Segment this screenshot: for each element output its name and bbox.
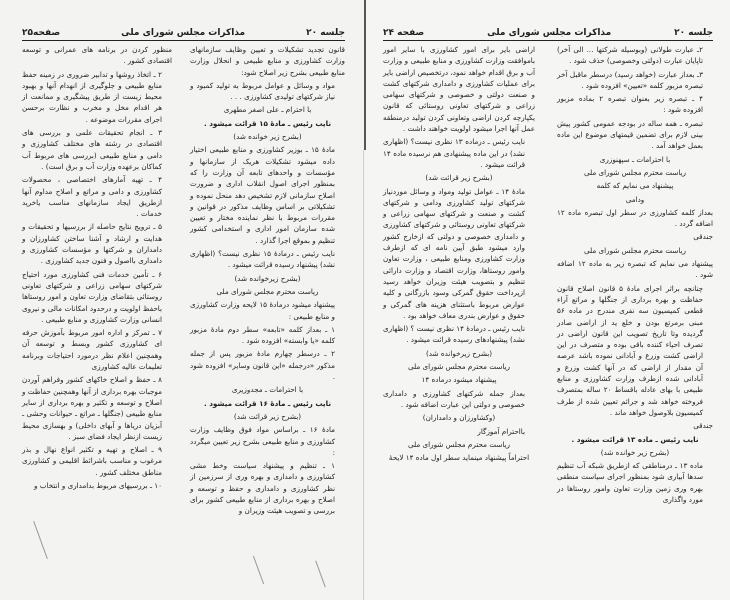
paragraph: ۲ ـ اتخاذ روشها و تدابیر ضروری در زمینه حفظ منابع طبیعی و جلوگیری از انهدام آنها و بهبود محیط زیست از طریق پیشگیری و ممانعت از هر اقدام مخل و مخرب و نظارت برحسن اجرای مقررات موضوعه . xyxy=(22,69,162,124)
paragraph: مادهٔ ۱۶ ـ براساس مواد فوق وظایف وزارت کشاورزی و منابع طبیعی بشرح زیر تعیین میگردد : xyxy=(190,425,336,457)
paragraph: ۲ـ عبارت طولانی (وبوسیله شرکتها ... الی آخر) تاپایان عبارت (دولتی وخصوصی) حذف شود . xyxy=(557,45,703,66)
paragraph: ریاست محترم مجلس شورای ملی xyxy=(407,439,511,449)
paragraph: ریاست محترم مجلس شورای ملی xyxy=(407,362,511,372)
right-page-header xyxy=(383,20,713,41)
paragraph: جندقی xyxy=(693,232,713,242)
paragraph: قانون تجدید تشکیلات و تعیین وظایف سازمانهای وزارت کشاورزی و منابع طبیعی و انحلال وزارت منابع طبیعی بشرح زیر اصلاح شود: xyxy=(190,45,345,77)
paragraph: ۳ ـ انجام تحقیقات علمی و بررسی های اقتصادی در رشته های مختلف کشاورزی و دامی و منابع طبیعی (بررسی های مربوط آب کماکان برعهده وزارت آب و برق است) . xyxy=(22,128,162,171)
paragraph: تبصره ـ همه ساله در بودجه عمومی کشور پیش بینی لازم برای تضمین قیمتهای موضوع این ماده بعمل خواهد آمد . xyxy=(557,118,703,151)
paragraph: نایب رئیس ـ مادهٔ ۱۶ قرائت میشود . xyxy=(203,398,332,408)
paragraph: پیشنهاد میشود درماده ۱۴ xyxy=(421,375,497,385)
paragraph: ریاست محترم مجلس شورای ملی xyxy=(583,167,687,177)
paragraph: مادهٔ ۱۴ ـ عوامل تولید ومواد و وسائل موردنیاز شرکتهای تولید کشاورزی ودامی و شرکتهای کشت و صنعت و شرکتهای سهامی زراعی و شرکتهای تعاونی روستائی و شرکتهای کشاورزی و دامداری خصوصی و دولتی که ازخارج کشور وارد میشود طبق آیین نامه ای که ازطرف وزارت کشاورزی ومنابع طبیعی ، وزارت تعاون وامور روستاها، وزارت اقتصاد و وزارت دارائی تنظیم و بتصویب هیئت وزیران خواهد رسید ازپرداخت حقوق گمرکی وسود بازرگانی و کلیه عوارض مربوط باستثنای هزینه های گمرکی و حقوق و عوارض بندری معاف خواهد بود . xyxy=(383,186,525,320)
paragraph: نایب رئیس ـ درماده ۱۳ نظری نیست؟ (اظهاری نشد) در این ماده پیشنهادی هم نرسیده ماده ۱۴ قرائت میشود . xyxy=(383,137,525,169)
paragraph: (بشرح زیر قرائت شد) xyxy=(233,411,302,421)
page-gutter xyxy=(363,150,364,600)
paragraph: نایب رئیس ـ درمادهٔ ۱۴ نظری نیست ؟ (اظهاری نشد) پیشنهادهای رسیده قرائت میشود . xyxy=(383,324,525,345)
paragraph: بعداز کلمه کشاورزی در سطر اول تبصره ماده ۱۲ اضافه گردد . xyxy=(557,207,713,229)
paragraph: ۱ ـ تنظیم و پیشنهاد سیاست وخط مشی کشاورزی و دامداری و بهره وری از سرزمین از نظر کشاورزی و دامداری و حفظ و توسعه و اصلاح و بهره برداری از منابع طبیعی کشور برای بررسی و تصویب هیئت وزیران و xyxy=(190,461,335,516)
paragraph: ریاست محترم مجلس شورای ملی xyxy=(583,245,687,255)
paragraph: احتراماً پیشنهاد مینماید سطر اول ماده ۱۴ لایحهٔ xyxy=(388,453,530,463)
paragraph: (وکشاورزان و دامداران) xyxy=(422,413,496,423)
paragraph: ۱ ـ بعداز کلمه «تابعه» سطر دوم مادهٔ مزبور کلمه «یا وابسته» افزوده شود . xyxy=(190,324,335,346)
paragraph: ۸ ـ حفظ و اصلاح خاکهای کشور وفراهم آوردن موجبات بهره برداری از آنها وهمچنین حفاظت و اصلاح و توسعه و تکثیر و بهره برداری از سایر منابع طبیعی (جنگلها ـ مراتع ـ حیوانات وحشی ـ آبزیان دریاها و آبهای داخلی) و بهسازی محیط زیست ازنظر ایجاد فضای سبز . xyxy=(22,375,162,441)
paragraph: مواد و وسائل و عوامل مربوط به تولید کمبود و نیاز شرکتهای تولیدی کشاورزی . . . xyxy=(190,80,335,102)
paragraph: پیشنهاد میشود درمادهٔ ۱۵ لایحه وزارت کشاورزی و منابع طبیعی : xyxy=(190,300,335,321)
paragraph: ۷ ـ تمرکز و اداره امور مربوط بآموزش حرفه ای کشاورزی کشور وبسط و توسعه آن وهمچنین اعلام نظر درمورد احتیاجات وبرنامه تعلیمات عالیه کشاورزی xyxy=(22,328,162,372)
paragraph: مادهٔ ۱۵ ـ بوزیر کشاورزی و منابع طبیعی اختیار داده میشود تشکیلات هریک از سازمانها و مؤسسات و واحدهای تابعه آن وزارت را که بمنظور اجرای اصول انقلاب اداری و ضرورت اصلاح سازمانی لازم تشخیص دهد منحل نموده و تشکیلاتی بر اساس وظایف مذکور در قوانین و مقررات مربوط با نظر نماینده مختار و تعیین شده سازمان امور اداری و استخدامی کشور تنظیم و بموقع اجرا گذارد . xyxy=(190,145,335,245)
left-page-right-column xyxy=(190,44,345,519)
paragraph: ماده ۱۳ ـ درمناطقی که ازطریق شبکه آب تنظیم سدها آبیاری شود بمنظور اجرای سیاست منطقی بهره وری زمین وزارت تعاون وامور روستاها در مورد واگذاری xyxy=(557,461,703,504)
paragraph: با احترام ـ علی اصغر مطهری xyxy=(223,105,312,115)
paragraph: ۲ ـ درسطر چهارم مادهٔ مزبور پس از جمله مذکور «درجمله «این قانون وسایر» افزوده شود . xyxy=(190,349,335,382)
paragraph: ۱۰ ـ بررسیهای مربوط بدامداری و انتخاب و xyxy=(34,480,162,490)
paragraph: چنانچه براثر اجرای مادهٔ ۵ قانون اصلاح قانون حفاظت و بهره برداری از جنگلها و مراتع آراء قطعی کمیسیون سه نفری مندرج در ماده ۵۶ مبنی برمرتع بودن و خلع ید از اراضی صادر گردیده وتا تاریخ تصویب این قانون اراضی در تصرف احیاء کننده باقی بوده و متصرف در این اراضی کشت وزرع و آبادانی نموده باشد عرصه آن مقدار از اراضی که در آنها کشت وزرع و آبادانی شده ازطرف وزارت کشاورزی و منابع طبیعی با بهای عادله باقساط ۲۰ ساله بمتصرف فروخته خواهد شد و جرائم تعیین شده از طرف کمیسیون بلاوصول خواهد ماند . xyxy=(557,283,703,417)
paragraph: جندقی xyxy=(693,421,713,431)
paragraph: با احترامات ـ سپهنوزری xyxy=(599,154,671,164)
paragraph: پیشنهاد می نمایم که کلمه xyxy=(596,181,674,191)
right-page-right-column xyxy=(557,44,713,507)
left-page-left-column xyxy=(22,44,172,493)
paragraph: (بشرح زیرخوانده شد) xyxy=(234,273,301,283)
paragraph: ۴ ـ تهیه آمارهای اختصاصی ، محصولات کشاورزی و دامی و مراتع و اصلاح مداوم آنها ازطریق ایجاد سازمانهای مناسب یاخرید خدمات . xyxy=(22,175,162,219)
paragraph: (بشرح زیر خوانده شد) xyxy=(233,132,302,142)
paragraph: ۵ ـ ترویج نتایج حاصله از بررسیها و تحقیقات و هدایت و ارشاد و آشنا ساختن کشاورزان و دامداران و شرکتها و مؤسسات کشاورزی و دامداری بااصول و فنون جدید کشاورزی . xyxy=(22,222,162,266)
paragraph: منظور کردن در برنامه های عمرانی و توسعه اقتصادی کشور . xyxy=(22,45,172,66)
session-label: جلسه ۲۰ xyxy=(306,28,345,38)
paragraph: نایب رئیس ـ ماده ۱۳ قرائت میشود . xyxy=(571,434,699,444)
paragraph: ودامی xyxy=(625,194,645,204)
right-page xyxy=(365,0,730,600)
paragraph: ۶ ـ تأمین خدمات فنی کشاورزی مورد احتیاج شرکتهای سهامی زراعی و شرکتهای تعاونی روستائی بتقاضای وزارت تعاون و امور روستاها باحفظ اولویت و درحدود امکانات مالی و نیروی انسانی وزارت کشاورزی و منابع طبیعی . xyxy=(22,269,162,324)
paragraph: ۳ـ بعداز عبارت (خواهد رسید) درسطر ماقبل آخر تبصره مزبور کلمه «تعیین» افزوده شود . xyxy=(557,69,703,90)
page-number: صفحه ۲۴ xyxy=(383,28,425,38)
paragraph: (بشرح زیر خوانده شد) xyxy=(600,447,670,457)
right-page-left-column xyxy=(383,44,535,465)
paragraph: با احترامات ـ مجدوزیری xyxy=(231,385,304,395)
paragraph: نایب رئیس ـ درمادهٔ ۱۵ نظری نیست؟ (اظهاری نشد) پیشنهاد رسیده قرائت میشود . xyxy=(190,249,335,270)
page-title: مذاکرات مجلس شورای ملی xyxy=(121,28,246,38)
paragraph: بعداز جمله شرکتهای کشاورزی و دامداری خصوصی و دولتی این عبارت اضافه شود . xyxy=(383,388,525,409)
session-label: جلسه ۲۰ xyxy=(674,28,713,38)
paragraph: پیشنهاد می نمایم که تبصره زیر به ماده ۱۲ اضافه شود . xyxy=(557,259,713,280)
paragraph: ۴ ـ تبصره زیر بعنوان تبصره ۲ بماده مزبور افزوده شود : xyxy=(557,94,703,115)
page-title: مذاکرات مجلس شورای ملی xyxy=(487,28,612,38)
paragraph: (بشرح زیر قرائت شد) xyxy=(425,173,493,183)
paragraph: بااحترام آموزگار xyxy=(477,426,525,436)
left-page-header xyxy=(22,20,345,41)
page-number: صفحه۲۵ xyxy=(22,28,61,38)
paragraph: ۹ ـ اصلاح و تهیه و تکثیر انواع نهال و بذر مرغوب و مناسب باشرائط اقلیمی و کشاورزی مناطق مختلف کشور . xyxy=(22,445,162,477)
page-fold-line xyxy=(364,0,366,150)
paragraph: ریاست محترم مجلس شورای ملی xyxy=(216,286,319,296)
paragraph: نایب رئیس ـ مادهٔ ۱۵ قرائت میشود . xyxy=(203,118,332,128)
paragraph: اراضی بایر برای امور کشاورزی با سایر امور باموافقت وزارت کشاورزی و منابع طبیعی و وزارت آب و برق اقدام خواهد نمود، درتخصیص اراضی بایر برای عملیات کشاورزی و دامداری شرکتهای کشت و صنعت دولتی و خصوصی و شرکتهای سهامی زراعی و شرکتهای تعاونی روستائی که قانون یکپارچه کردن اراضی وتعاونی کردن تولید درمنطقه عمل آنها اجرا میشود اولویت خواهند داشت . xyxy=(383,45,535,134)
paragraph: (بشرح زیرخوانده شد) xyxy=(425,348,493,358)
